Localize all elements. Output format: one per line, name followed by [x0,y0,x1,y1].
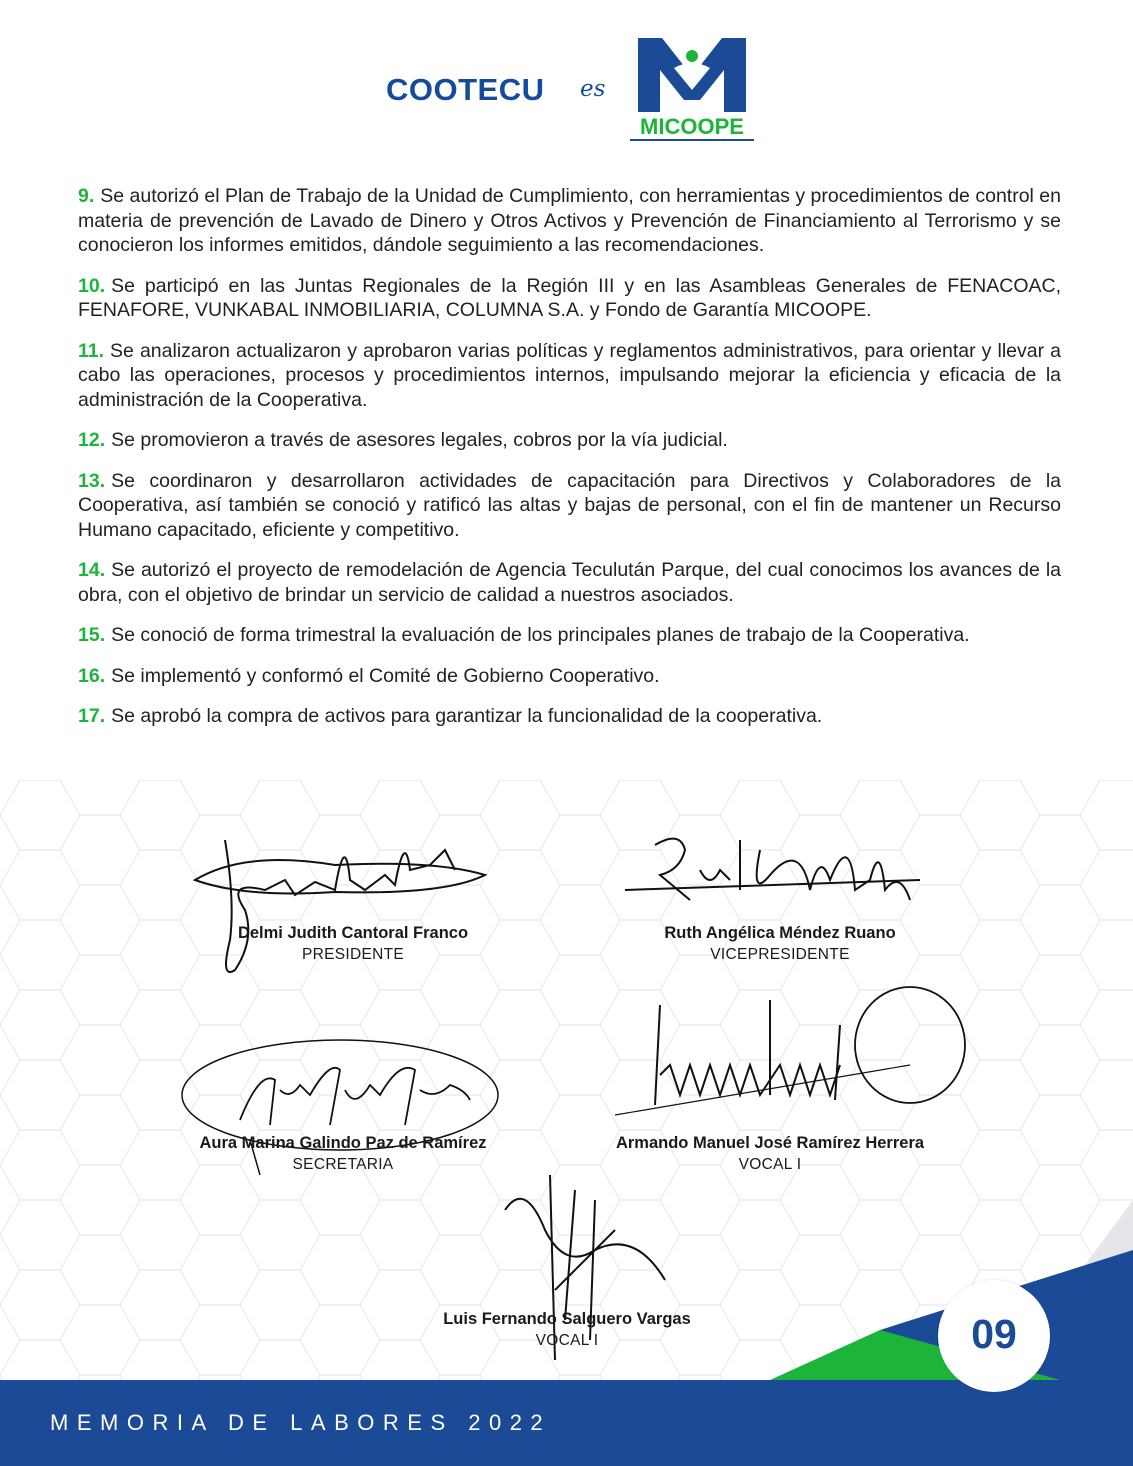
list-item [78,558,1061,607]
item-text: Se autorizó el Plan de Trabajo de la Unidad de Cumplimiento, con herramientas y procedimientos de control en materia de prevención de Lavado de Dinero y Otros Activos y Prevención de Financiamiento al Terrorismo y se conocieron los informes emitidos, dándole seguimiento a las recomendaciones. [78,185,1061,256]
brand-connector: es [580,76,606,102]
signatory-role: VOCAL I [535,1332,599,1349]
list-item [78,274,1061,323]
item-number: 15. [78,624,106,646]
item-number: 10. [78,274,106,297]
signatory-name: Delmi Judith Cantoral Franco [237,924,469,942]
signature-block-vocal-armando [585,1134,955,1174]
resolutions-list [78,184,1061,745]
item-number: 17. [78,705,106,727]
micoope-logo [630,34,755,144]
signature-scribble-vicepresident [620,820,930,940]
signatory-role: VICEPRESIDENTE [710,946,850,963]
footer-title: MEMORIA DE LABORES 2022 [50,1410,552,1435]
list-item [78,664,1061,689]
item-text: Se autorizó el proyecto de remodelación de Agencia Teculután Parque, del cual conocimos los avances de la obra, con el objetivo de brindar un servicio de calidad a nuestros asociados. [78,559,1061,606]
signature-block-secretary [168,1134,518,1174]
item-text: Se implementó y conformó el Comité de Gobierno Cooperativo. [111,664,660,687]
list-item [78,704,1061,729]
item-number: 11. [78,339,105,362]
item-number: 13. [78,469,106,492]
signature-block-president [203,924,503,964]
signatory-name: Ruth Angélica Méndez Ruano [664,924,896,942]
list-item [78,623,1061,648]
item-text: Se promovieron a través de asesores legales, cobros por la vía judicial. [111,429,728,451]
item-text: Se conoció de forma trimestral la evaluación de los principales planes de trabajo de la Cooperativa. [111,624,970,646]
item-text: Se coordinaron y desarrollaron actividades de capacitación para Directivos y Colaboradores de la Cooperativa, así también se conoció y ratificó las altas y bajas de personal, con el fin de mantener un Recurso Humano capacitado, eficiente y competitivo. [78,469,1061,541]
list-item [78,428,1061,453]
signatory-name: Armando Manuel José Ramírez Herrera [615,1134,925,1152]
signatory-role: SECRETARIA [292,1156,394,1173]
list-item [78,469,1061,543]
item-number: 14. [78,559,106,581]
page-number: 09 [971,1311,1017,1357]
svg-text:MICOOPE: MICOOPE [640,114,744,139]
item-number: 16. [78,664,106,687]
signatory-name: Luis Fernando Salguero Vargas [443,1310,691,1328]
signatory-role: PRESIDENTE [301,946,405,963]
list-item [78,339,1061,413]
item-number: 9. [78,185,95,207]
signature-scribble-vocal-armando [610,985,970,1125]
item-text: Se analizaron actualizaron y aprobaron varias políticas y reglamentos administrativos, para orientar y llevar a cabo las operaciones, procesos y procedimientos internos, impulsando mejorar la eficiencia y eficacia de la administración de la Cooperativa. [78,339,1061,411]
signatory-role: VOCAL I [738,1156,802,1173]
signatory-name: Aura Marina Galindo Paz de Ramírez [199,1134,487,1152]
item-number: 12. [78,429,106,451]
item-text: Se participó en las Juntas Regionales de la Región III y en las Asambleas Generales de FENACOAC, FENAFORE, VUNKABAL INMOBILIARIA, COLUMNA S.A. y Fondo de Garantía MICOOPE. [78,274,1061,321]
item-text: Se aprobó la compra de activos para garantizar la funcionalidad de la cooperativa. [111,705,823,727]
cootecu-wordmark: COOTECU [386,72,545,107]
signature-block-vicepresident [630,924,930,964]
list-item [78,184,1061,258]
